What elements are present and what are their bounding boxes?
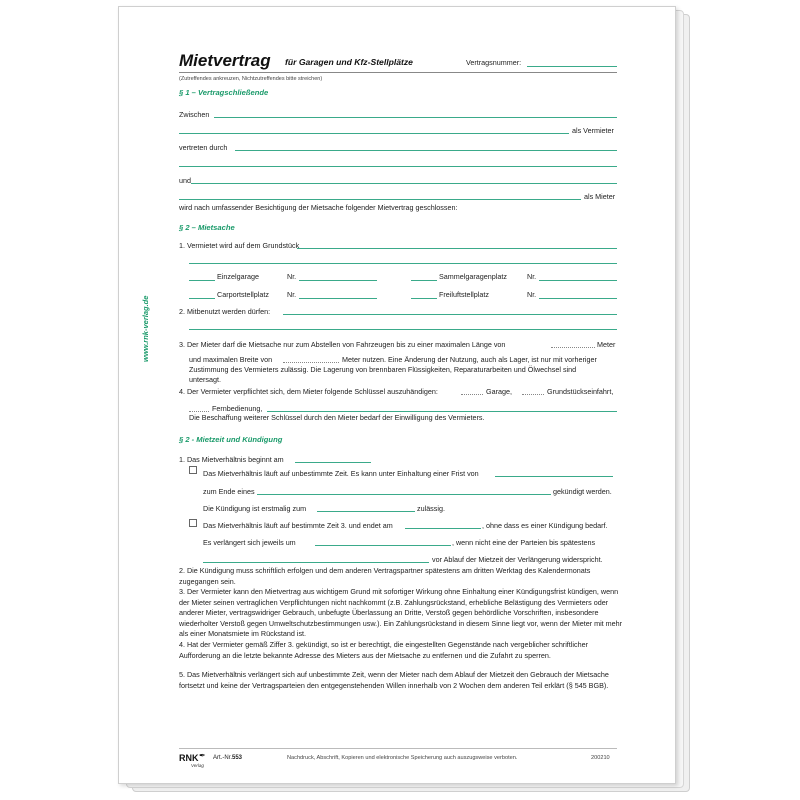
art-label: Art.-Nr.: [213, 755, 232, 761]
einzelgarage-label: Einzelgarage: [217, 272, 259, 281]
s2-item-3b-pre: und maximalen Breite von: [189, 355, 273, 364]
meter-label: Meter: [597, 340, 616, 349]
extension-pre: Es verlängert sich jeweils um: [203, 538, 296, 547]
objection-date-field[interactable]: [203, 562, 429, 563]
represented-by-label: vertreten durch: [179, 143, 228, 152]
first-notice-pre: Die Kündigung ist erstmalig zum: [203, 504, 307, 513]
shared-use-field-2[interactable]: [189, 329, 617, 330]
art-number: 553: [232, 755, 243, 761]
einzelgarage-check[interactable]: [189, 280, 215, 281]
as-landlord-label: als Vermieter: [572, 126, 614, 135]
rnk-logo-sub: Verlag: [191, 763, 204, 768]
s2-item-4c: Die Beschaffung weiterer Schlüssel durch den Mieter bedarf der Einwilligung des Vermieters.: [189, 413, 485, 422]
section-2-heading: § 2 – Mietsache: [179, 223, 235, 232]
landlord-name-field[interactable]: [214, 117, 617, 118]
sammelgarage-nr-field[interactable]: [539, 280, 617, 281]
header-rule: [179, 72, 617, 73]
s3-item-3: 3. Der Vermieter kann den Mietvertrag aus wichtigem Grund mit sofortiger Wirkung ohne Einhaltung einer Kündigungsfrist kündigen, wenn der Mieter seinen vertraglichen Verpflichtungen nicht nachkommt (z.B. Zahlungsrückstand, erhebliche Belästigung des Vermieters oder anderer Mieter, vertragswidriger Gebrauch, unbefugte Überlassung an Dritte, Verstoß gegen behördliche Vorschriften, insbesondere wiederholter Verstoß gegen Umweltschutzbestimmungen usw.). Ein Zahlungsrückstand in diesem Sinne liegt vor, wenn der Mieter mit mehr als einer Monatsmiete im Rückstand ist.: [179, 587, 623, 639]
freiluft-check[interactable]: [411, 298, 437, 299]
form-code: 200210: [591, 755, 610, 761]
entrance-keys-label: Grundstückseinfahrt,: [547, 387, 614, 396]
extension-field[interactable]: [315, 545, 451, 546]
s3-item-4: 4. Hat der Vermieter gemäß Ziffer 3. gekündigt, so ist er berechtigt, die eingestellten Gegenstände nach vergeblicher schriftlicher Aufforderung an die letzte bekannte Adresse des Mieters aus der Mietsache zu entfernen und die Zufahrt zu sperren.: [179, 640, 588, 660]
sammelgarage-check[interactable]: [411, 280, 437, 281]
freiluft-nr-field[interactable]: [539, 298, 617, 299]
property-field[interactable]: [297, 248, 617, 249]
quill-icon: ✒: [199, 751, 206, 760]
s2-item-3a: 3. Der Mieter darf die Mietsache nur zum Abstellen von Fahrzeugen bis zu einer maximalen Länge von: [179, 340, 506, 349]
remote-label: Fernbedienung,: [212, 404, 263, 413]
rnk-logo: RNK: [179, 753, 199, 763]
first-notice-field[interactable]: [317, 511, 415, 512]
instruction-note: (Zutreffendes ankreuzen, Nichtzutreffendes bitte streichen): [179, 76, 323, 82]
entrance-keys-field[interactable]: [522, 394, 544, 395]
opt1-text: Das Mietverhältnis läuft auf unbestimmte Zeit. Es kann unter Einhaltung einer Frist von: [203, 469, 479, 478]
garage-keys-field[interactable]: [461, 394, 483, 395]
carport-nr-field[interactable]: [299, 298, 377, 299]
representative-field[interactable]: [235, 150, 617, 151]
fixed-term-checkbox[interactable]: [189, 519, 197, 527]
page-title: Mietvertrag: [179, 51, 271, 70]
carport-check[interactable]: [189, 298, 215, 299]
contract-sheet: [118, 6, 676, 784]
tenant-name-field[interactable]: [191, 183, 617, 184]
s2-item-3b-post: Meter nutzen. Eine Änderung der Nutzung, auch als Lager, ist nur mit vorheriger: [342, 355, 597, 364]
contract-number-field[interactable]: [527, 66, 617, 67]
extension-post: , wenn nicht eine der Parteien bis spätestens: [452, 538, 596, 547]
s3-item-5: 5. Das Mietverhältnis verlängert sich auf unbestimmte Zeit, wenn der Mieter nach dem Ablauf der Mietzeit den Gebrauch der Mietsache fortsetzt und keine der Vertragsparteien den entgegenstehenden Willen innerhalb von 2 Wochen dem anderen Teil erklärt (§ 545 BGB).: [179, 670, 609, 690]
s3-item-2: 2. Die Kündigung muss schriftlich erfolgen und dem anderen Vertragspartner spätestens am dritten Werktag des Kalendermonats zugegangen sein.: [179, 566, 591, 586]
opt2-pre: Das Mietverhältnis läuft auf bestimmte Zeit 3. und endet am: [203, 521, 393, 530]
section-3-heading: § 2 - Mietzeit und Kündigung: [179, 435, 283, 444]
sammelgarage-nr-label: Nr.: [527, 272, 537, 281]
property-field-2[interactable]: [189, 263, 617, 264]
side-url: www.rnk-verlag.de: [141, 295, 150, 362]
s2-item-4a: 4. Der Vermieter verpflichtet sich, dem Mieter folgende Schlüssel auszuhändigen:: [179, 387, 438, 396]
s3-item-1: 1. Das Mietverhältnis beginnt am: [179, 455, 284, 464]
copyright-notice: Nachdruck, Abschrift, Kopieren und elektronische Speicherung auch auszugsweise verboten.: [287, 755, 518, 761]
max-width-field[interactable]: [283, 362, 339, 363]
section-1-heading: § 1 – Vertragschließende: [179, 88, 269, 97]
s2-item-3d: untersagt.: [189, 375, 221, 384]
and-label: und: [179, 176, 191, 185]
s2-item-2: 2. Mitbenutzt werden dürfen:: [179, 307, 271, 316]
tenant-address-field[interactable]: [179, 199, 581, 200]
remote-field-2[interactable]: [267, 411, 617, 412]
carport-label: Carportstellplatz: [217, 290, 269, 299]
between-label: Zwischen: [179, 110, 210, 119]
s2-item-3c: Zustimmung des Vermieters zulässig. Die Lagerung von brennbaren Flüssigkeiten, Reparaturarbeiten und Ölwechsel sind: [189, 365, 577, 374]
start-date-field[interactable]: [295, 462, 371, 463]
end-of-label: zum Ende eines: [203, 487, 255, 496]
einzelgarage-nr-field[interactable]: [299, 280, 377, 281]
opt2-post: , ohne dass es einer Kündigung bedarf.: [482, 521, 608, 530]
end-of-field[interactable]: [257, 494, 551, 495]
contract-number-label: Vertragsnummer:: [466, 58, 522, 67]
s2-item-1: 1. Vermietet wird auf dem Grundstück: [179, 241, 300, 250]
closing-sentence: wird nach umfassender Besichtigung der Mietsache folgender Mietvertrag geschlossen:: [179, 203, 458, 212]
landlord-address-field[interactable]: [179, 133, 569, 134]
as-tenant-label: als Mieter: [584, 192, 616, 201]
garage-keys-label: Garage,: [486, 387, 512, 396]
unlimited-term-checkbox[interactable]: [189, 466, 197, 474]
einzelgarage-nr-label: Nr.: [287, 272, 297, 281]
footer-rule: [179, 748, 617, 749]
end-date-field[interactable]: [405, 528, 481, 529]
shared-use-field[interactable]: [283, 314, 617, 315]
freiluft-label: Freiluftstellplatz: [439, 290, 489, 299]
carport-nr-label: Nr.: [287, 290, 297, 299]
first-notice-post: zulässig.: [417, 504, 445, 513]
remote-field[interactable]: [189, 411, 209, 412]
freiluft-nr-label: Nr.: [527, 290, 537, 299]
before-end-label: vor Ablauf der Mietzeit der Verlängerung widerspricht.: [432, 555, 603, 564]
notice-period-field[interactable]: [495, 476, 613, 477]
sammelgarage-label: Sammelgaragenplatz: [439, 272, 507, 281]
terminated-label: gekündigt werden.: [553, 487, 612, 496]
representative-field-2[interactable]: [179, 166, 617, 167]
page-subtitle: für Garagen und Kfz-Stellplätze: [285, 57, 413, 67]
max-length-field[interactable]: [551, 347, 595, 348]
